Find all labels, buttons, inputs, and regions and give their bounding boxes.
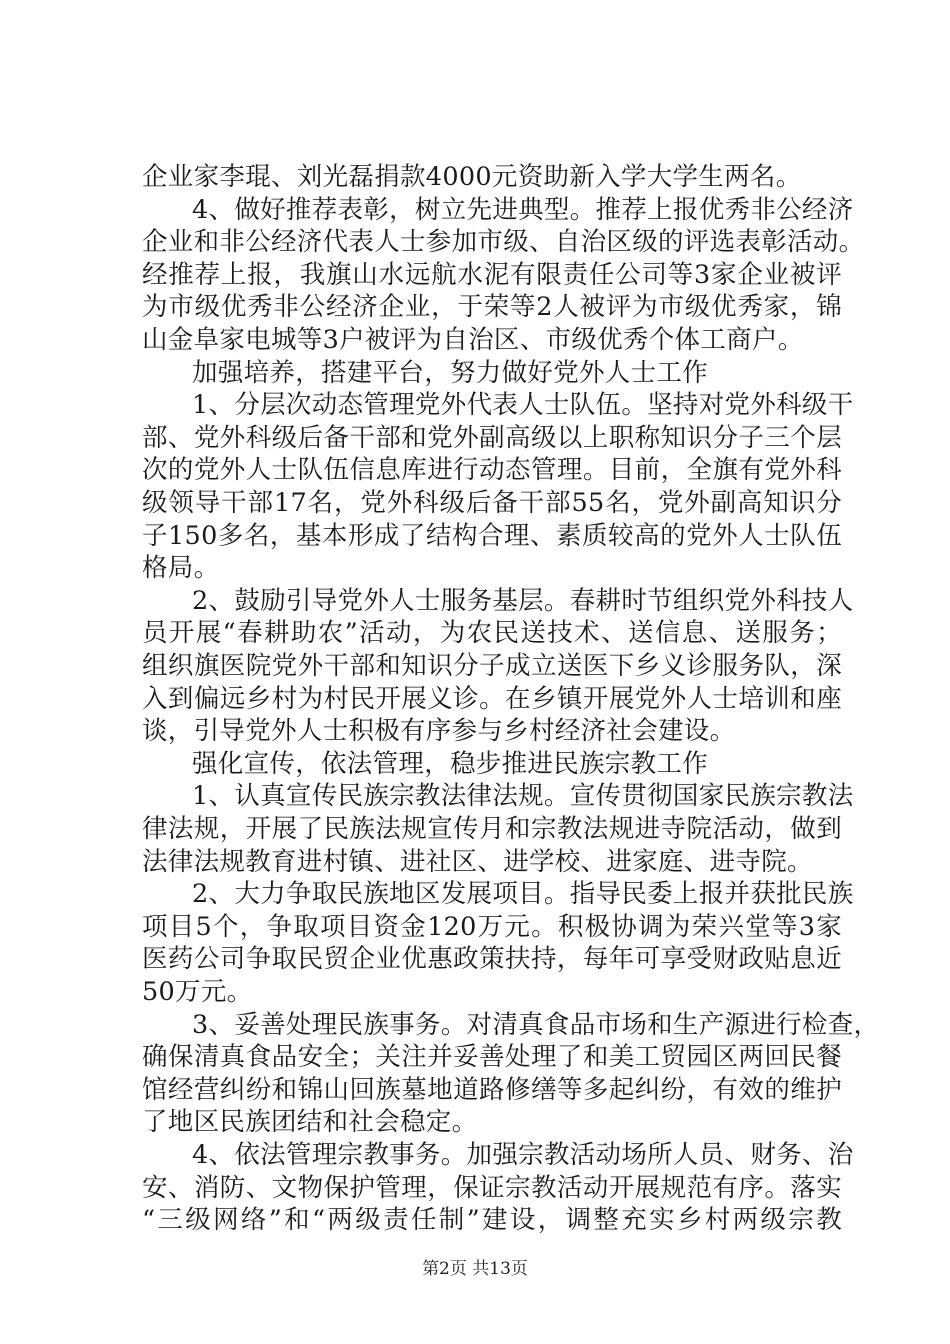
text-line: 子150多名，基本形成了结构合理、素质较高的党外人士队伍 [142,520,842,551]
text-line: 4、依法管理宗教事务。加强宗教活动场所人员、财务、治 [192,1140,854,1170]
text-line: 安、消防、文物保护管理，保证宗教活动开展规范有序。落实 [142,1172,842,1203]
text-line: 50万元。 [142,977,253,1007]
text-line: 企业和非公经济代表人士参加市级、自治区级的评选表彰活动。 [142,227,865,258]
text-line: 组织旗医院党外干部和知识分子成立送医下乡义诊服务队，深 [142,651,842,681]
text-line: 入到偏远乡村为村民开展义诊。在乡镇开展党外人士培训和座 [142,683,842,714]
text-line: 山金阜家电城等3户被评为自治区、市级优秀个体工商户。 [142,325,804,355]
text-line: 1、分层次动态管理党外代表人士队伍。坚持对党外科级干 [192,390,854,421]
text-line: 为市级优秀非公经济企业，于荣等2人被评为市级优秀家，锦 [142,292,842,323]
text-line: 2、大力争取民族地区发展项目。指导民委上报并获批民族 [192,879,854,910]
text-line: 馆经营纠纷和锦山回族墓地道路修缮等多起纠纷，有效的维护 [142,1074,842,1105]
section-heading: 加强培养，搭建平台，努力做好党外人士工作 [192,357,709,388]
text-line: 律法规，开展了民族法规宣传月和宗教法规进寺院活动，做到 [142,814,842,844]
text-line: 级领导干部17名，党外科级后备干部55名，党外副高知识分 [142,488,842,518]
text-line: “三级网络”和“两级责任制”建设，调整充实乡村两级宗教 [142,1205,842,1236]
section-heading: 强化宣传，依法管理，稳步推进民族宗教工作 [192,748,709,779]
text-line: 项目5个，争取项目资金120万元。积极协调为荣兴堂等3家 [142,911,842,942]
text-line: 确保清真食品安全；关注并妥善处理了和美工贸园区两回民餐 [142,1042,842,1073]
text-line: 谈，引导党外人士积极有序参与乡村经济社会建设。 [142,716,736,747]
text-line: 员开展“春耕助农”活动，为农民送技术、送信息、送服务； [142,618,842,649]
text-line: 次的党外人士队伍信息库进行动态管理。目前，全旗有党外科 [142,455,842,486]
text-line: 部、党外科级后备干部和党外副高级以上职称知识分子三个层 [142,422,842,453]
text-line: 格局。 [142,553,220,584]
text-line: 了地区民族团结和社会稳定。 [142,1107,478,1138]
text-line: 4、做好推荐表彰，树立先进典型。推荐上报优秀非公经济 [192,194,854,225]
text-line: 法律法规教育进村镇、进社区、进学校、进家庭、进寺院。 [142,846,813,877]
text-line: 3、妥善处理民族事务。对清真食品市场和生产源进行检查， [192,1009,880,1040]
text-line: 2、鼓励引导党外人士服务基层。春耕时节组织党外科技人 [192,585,854,616]
text-line: 企业家李琨、刘光磊捐款4000元资助新入学大学生两名。 [142,162,802,192]
text-line: 医药公司争取民贸企业优惠政策扶持，每年可享受财政贴息近 [142,944,842,975]
text-line: 1、认真宣传民族宗教法律法规。宣传贯彻国家民族宗教法 [192,781,854,812]
page-footer: 第2页 共13页 [422,1258,528,1279]
text-line: 经推荐上报，我旗山水远航水泥有限责任公司等3家企业被评 [142,259,842,290]
